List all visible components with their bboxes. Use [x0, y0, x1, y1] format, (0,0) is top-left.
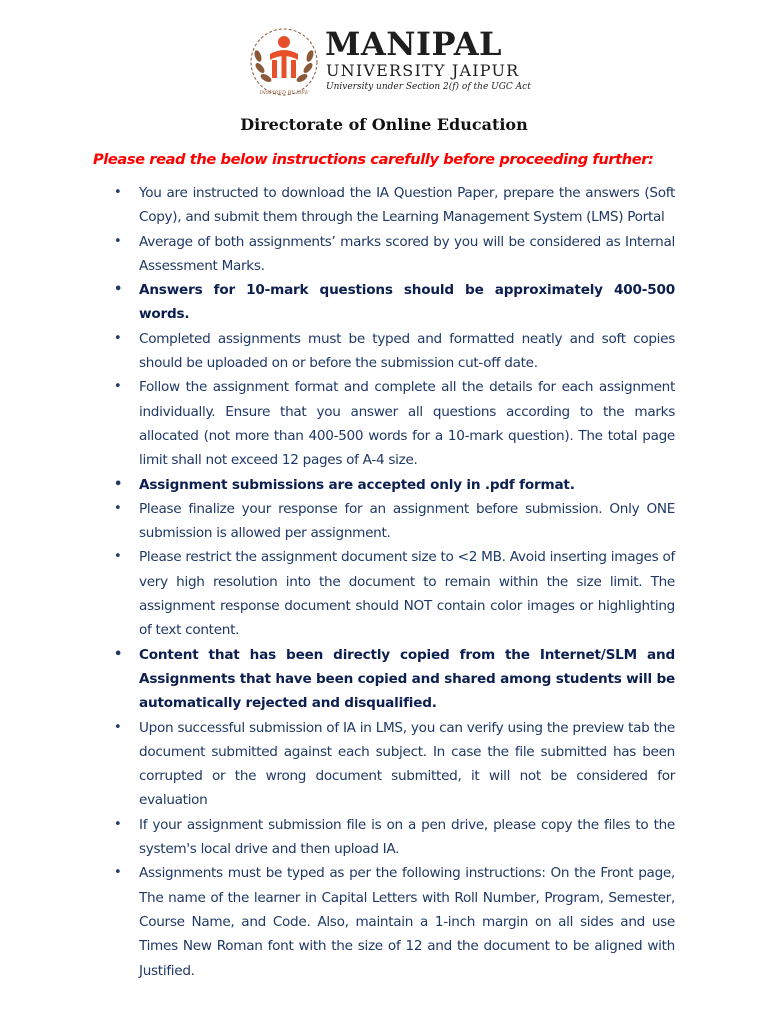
instruction-item: • Assignments must be typed as per the following instructions: On the Front page, The name of the learner in Capital Letters with Roll Number, Program, Semester, Course Name, and Code. Also, maintain a 1-inch margin on all sides and use Times New Roman font with the size of 12 and the document to be aligned with Justified. — [114, 861, 675, 982]
page-title: Directorate of Online Education — [240, 115, 528, 134]
university-seal-logo — [248, 26, 320, 98]
instruction-item: • Average of both assignments’ marks scored by you will be considered as Internal Assessment Marks. — [114, 230, 675, 279]
instruction-item: • Follow the assignment format and complete all the details for each assignment individually. Ensure that you answer all questions according to the marks allocated (not more than 400-500 words for a 10-mark question). The total page limit shall not exceed 12 pages of A-4 size. — [114, 375, 675, 472]
instructions-list — [114, 181, 675, 983]
university-tagline: University under Section 2(f) of the UGC Act — [326, 82, 531, 92]
university-subtitle: UNIVERSITY JAIPUR — [326, 61, 520, 80]
instruction-item: • You are instructed to download the IA Question Paper, prepare the answers (Soft Copy), and submit them through the Learning Management System (LMS) Portal — [114, 181, 675, 230]
university-name: MANIPAL — [325, 25, 503, 63]
instruction-item: • If your assignment submission file is on a pen drive, please copy the files to the system's local drive and then upload IA. — [114, 813, 675, 862]
instruction-item: • Please restrict the assignment document size to <2 MB. Avoid inserting images of very high resolution into the document to remain within the size limit. The assignment response document should NOT contain color images or highlighting of text content. — [114, 545, 675, 642]
instruction-item: • Assignment submissions are accepted only in .pdf format. — [114, 473, 675, 497]
university-header — [248, 26, 538, 98]
instruction-notice: Please read the below instructions carefully before proceeding further: — [93, 151, 654, 168]
instruction-item: • Completed assignments must be typed and formatted neatly and soft copies should be uploaded on or before the submission cut-off date. — [114, 327, 675, 376]
instruction-item: • Content that has been directly copied from the Internet/SLM and Assignments that have been copied and shared among students will be automatically rejected and disqualified. — [114, 643, 675, 716]
seal-motto: INSPIRED BY LIFE — [259, 90, 309, 96]
instruction-item: • Upon successful submission of IA in LMS, you can verify using the preview tab the document submitted against each subject. In case the file submitted has been corrupted or the wrong document submitted, it will not be considered for evaluation — [114, 716, 675, 813]
instruction-item: • Answers for 10-mark questions should be approximately 400-500 words. — [114, 278, 675, 327]
instruction-item: • Please finalize your response for an assignment before submission. Only ONE submission is allowed per assignment. — [114, 497, 675, 546]
